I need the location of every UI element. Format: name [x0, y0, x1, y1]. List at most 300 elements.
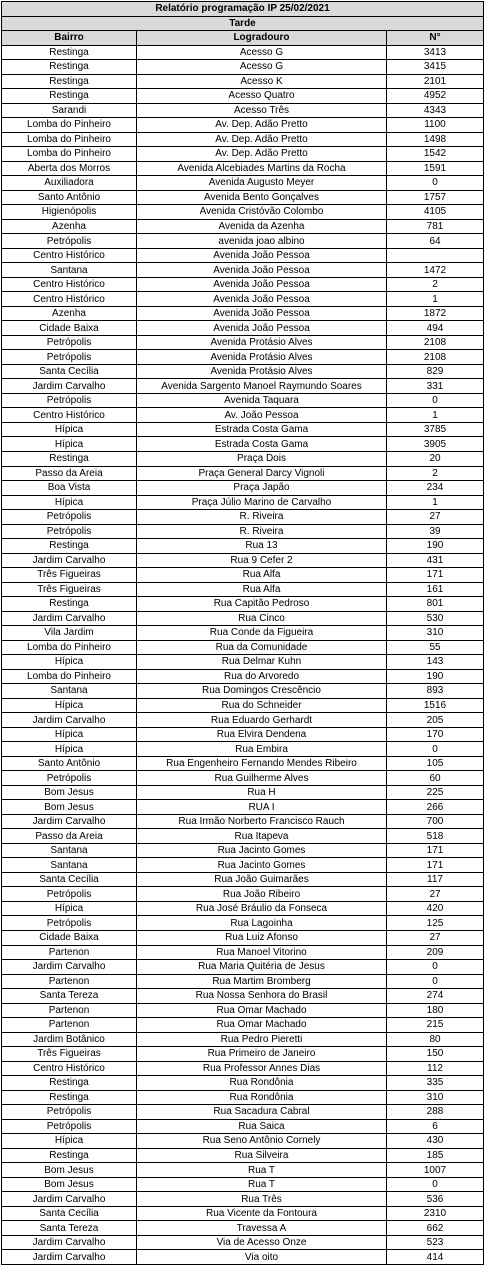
numero-cell: 60	[387, 771, 484, 786]
bairro-cell: Hípica	[2, 742, 137, 757]
numero-cell: 1542	[387, 147, 484, 162]
numero-cell: 112	[387, 1061, 484, 1076]
numero-cell: 1472	[387, 263, 484, 278]
bairro-cell: Jardim Carvalho	[2, 814, 137, 829]
numero-cell: 1498	[387, 132, 484, 147]
numero-cell: 3785	[387, 422, 484, 437]
bairro-cell: Restinga	[2, 74, 137, 89]
logradouro-cell: Acesso G	[137, 45, 387, 60]
logradouro-cell: Avenida Bento Gonçalves	[137, 190, 387, 205]
numero-cell: 6	[387, 1119, 484, 1134]
numero-cell: 4105	[387, 205, 484, 220]
logradouro-cell: Rua Sacadura Cabral	[137, 1105, 387, 1120]
table-row	[2, 205, 484, 220]
numero-cell: 893	[387, 684, 484, 699]
table-row	[2, 814, 484, 829]
numero-cell: 215	[387, 1018, 484, 1033]
numero-cell: 55	[387, 640, 484, 655]
logradouro-cell: Rua José Bráulio da Fonseca	[137, 901, 387, 916]
logradouro-cell: Rua T	[137, 1177, 387, 1192]
numero-cell: 4343	[387, 103, 484, 118]
report-table	[1, 1, 484, 1265]
numero-cell: 829	[387, 364, 484, 379]
table-row	[2, 1148, 484, 1163]
table-row	[2, 321, 484, 336]
numero-cell: 1757	[387, 190, 484, 205]
logradouro-cell: Av. Dep. Adão Pretto	[137, 147, 387, 162]
table-row	[2, 640, 484, 655]
bairro-cell: Centro Histórico	[2, 277, 137, 292]
logradouro-cell: Rua Lagoinha	[137, 916, 387, 931]
table-row	[2, 843, 484, 858]
table-row	[2, 960, 484, 975]
table-row	[2, 408, 484, 423]
bairro-cell: Lomba do Pinheiro	[2, 132, 137, 147]
numero-cell: 2101	[387, 74, 484, 89]
logradouro-cell: Rua Jacinto Gomes	[137, 843, 387, 858]
logradouro-cell: Acesso Três	[137, 103, 387, 118]
numero-cell: 335	[387, 1076, 484, 1091]
logradouro-cell: Estrada Costa Gama	[137, 422, 387, 437]
logradouro-cell: Rua Nossa Senhora do Brasil	[137, 989, 387, 1004]
bairro-cell: Restinga	[2, 451, 137, 466]
logradouro-cell: Rua Alfa	[137, 568, 387, 583]
bairro-cell: Jardim Botânico	[2, 1032, 137, 1047]
bairro-cell: Restinga	[2, 45, 137, 60]
column-header-row	[2, 31, 484, 46]
bairro-cell: Petrópolis	[2, 524, 137, 539]
table-row	[2, 1134, 484, 1149]
logradouro-cell: Av. Dep. Adão Pretto	[137, 118, 387, 133]
logradouro-cell: Avenida Alcebiades Martins da Rocha	[137, 161, 387, 176]
table-row	[2, 350, 484, 365]
table-row	[2, 800, 484, 815]
bairro-cell: Vila Jardim	[2, 626, 137, 641]
bairro-cell: Hípica	[2, 1134, 137, 1149]
bairro-cell: Restinga	[2, 597, 137, 612]
bairro-cell: Restinga	[2, 1148, 137, 1163]
bairro-cell: Aberta dos Morros	[2, 161, 137, 176]
logradouro-cell: Av. Dep. Adão Pretto	[137, 132, 387, 147]
logradouro-cell: Rua Professor Annes Dias	[137, 1061, 387, 1076]
logradouro-cell: Rua Elvira Dendena	[137, 727, 387, 742]
logradouro-cell: Rua Maria Quitéria de Jesus	[137, 960, 387, 975]
table-row	[2, 887, 484, 902]
bairro-cell: Jardim Carvalho	[2, 1250, 137, 1265]
bairro-cell: Partenon	[2, 945, 137, 960]
logradouro-cell: Avenida Protásio Alves	[137, 335, 387, 350]
table-row	[2, 916, 484, 931]
logradouro-cell: Avenida Cristóvão Colombo	[137, 205, 387, 220]
table-row	[2, 655, 484, 670]
numero-cell: 288	[387, 1105, 484, 1120]
table-row	[2, 872, 484, 887]
logradouro-cell: Rua Pedro Pieretti	[137, 1032, 387, 1047]
bairro-cell: Petrópolis	[2, 1119, 137, 1134]
table-row	[2, 945, 484, 960]
bairro-cell: Centro Histórico	[2, 408, 137, 423]
numero-cell: 143	[387, 655, 484, 670]
table-row	[2, 742, 484, 757]
bairro-cell: Petrópolis	[2, 393, 137, 408]
logradouro-cell: Rua Seno Antônio Cornely	[137, 1134, 387, 1149]
logradouro-cell: Rua Jacinto Gomes	[137, 858, 387, 873]
numero-cell: 1872	[387, 306, 484, 321]
numero-cell: 331	[387, 379, 484, 394]
numero-cell: 0	[387, 974, 484, 989]
logradouro-cell: Avenida João Pessoa	[137, 292, 387, 307]
numero-cell: 171	[387, 568, 484, 583]
numero-cell: 0	[387, 393, 484, 408]
numero-cell: 3415	[387, 60, 484, 75]
numero-cell: 1	[387, 292, 484, 307]
bairro-cell: Restinga	[2, 60, 137, 75]
numero-cell: 1100	[387, 118, 484, 133]
numero-cell: 2108	[387, 350, 484, 365]
logradouro-cell: Rua do Arvoredo	[137, 669, 387, 684]
table-row	[2, 829, 484, 844]
logradouro-cell: Via oito	[137, 1250, 387, 1265]
table-row	[2, 713, 484, 728]
header-numero: N°	[387, 31, 484, 46]
numero-cell: 234	[387, 481, 484, 496]
bairro-cell: Bom Jesus	[2, 1163, 137, 1178]
table-row	[2, 1206, 484, 1221]
table-row	[2, 727, 484, 742]
numero-cell: 190	[387, 669, 484, 684]
bairro-cell: Jardim Carvalho	[2, 379, 137, 394]
logradouro-cell: Rua Rondônia	[137, 1090, 387, 1105]
numero-cell: 431	[387, 553, 484, 568]
bairro-cell: Santa Cecília	[2, 1206, 137, 1221]
table-row	[2, 698, 484, 713]
table-row	[2, 335, 484, 350]
table-row	[2, 176, 484, 191]
logradouro-cell: Via de Acesso Onze	[137, 1235, 387, 1250]
table-row	[2, 597, 484, 612]
numero-cell: 420	[387, 901, 484, 916]
numero-cell: 0	[387, 960, 484, 975]
bairro-cell: Partenon	[2, 1003, 137, 1018]
numero-cell: 518	[387, 829, 484, 844]
numero-cell: 0	[387, 742, 484, 757]
numero-cell: 0	[387, 176, 484, 191]
header-bairro: Bairro	[2, 31, 137, 46]
bairro-cell: Santana	[2, 858, 137, 873]
numero-cell: 180	[387, 1003, 484, 1018]
numero-cell: 430	[387, 1134, 484, 1149]
table-row	[2, 1192, 484, 1207]
numero-cell: 205	[387, 713, 484, 728]
numero-cell: 161	[387, 582, 484, 597]
table-row	[2, 1221, 484, 1236]
bairro-cell: Passo da Areia	[2, 829, 137, 844]
numero-cell: 39	[387, 524, 484, 539]
table-row	[2, 1003, 484, 1018]
numero-cell: 171	[387, 843, 484, 858]
bairro-cell: Jardim Carvalho	[2, 960, 137, 975]
numero-cell: 536	[387, 1192, 484, 1207]
numero-cell: 125	[387, 916, 484, 931]
bairro-cell: Hípica	[2, 698, 137, 713]
bairro-cell: Três Figueiras	[2, 568, 137, 583]
table-row	[2, 379, 484, 394]
table-row	[2, 1018, 484, 1033]
numero-cell: 781	[387, 219, 484, 234]
logradouro-cell: Rua Embira	[137, 742, 387, 757]
logradouro-cell: Rua Engenheiro Fernando Mendes Ribeiro	[137, 756, 387, 771]
numero-cell: 80	[387, 1032, 484, 1047]
bairro-cell: Santa Cecília	[2, 872, 137, 887]
logradouro-cell: R. Riveira	[137, 510, 387, 525]
bairro-cell: Lomba do Pinheiro	[2, 640, 137, 655]
numero-cell: 3905	[387, 437, 484, 452]
bairro-cell: Bom Jesus	[2, 800, 137, 815]
numero-cell: 2310	[387, 1206, 484, 1221]
bairro-cell: Bom Jesus	[2, 1177, 137, 1192]
table-row	[2, 989, 484, 1004]
logradouro-cell: Avenida João Pessoa	[137, 248, 387, 263]
table-row	[2, 785, 484, 800]
numero-cell: 105	[387, 756, 484, 771]
bairro-cell: Restinga	[2, 1076, 137, 1091]
table-row	[2, 437, 484, 452]
logradouro-cell: Estrada Costa Gama	[137, 437, 387, 452]
bairro-cell: Restinga	[2, 1090, 137, 1105]
logradouro-cell: Rua Capitão Pedroso	[137, 597, 387, 612]
table-row	[2, 481, 484, 496]
logradouro-cell: Avenida João Pessoa	[137, 321, 387, 336]
logradouro-cell: Avenida Sargento Manoel Raymundo Soares	[137, 379, 387, 394]
numero-cell: 530	[387, 611, 484, 626]
table-row	[2, 1047, 484, 1062]
bairro-cell: Bom Jesus	[2, 785, 137, 800]
bairro-cell: Azenha	[2, 306, 137, 321]
logradouro-cell: Acesso G	[137, 60, 387, 75]
table-row	[2, 364, 484, 379]
table-row	[2, 234, 484, 249]
table-row	[2, 147, 484, 162]
numero-cell: 2108	[387, 335, 484, 350]
numero-cell: 523	[387, 1235, 484, 1250]
bairro-cell: Centro Histórico	[2, 1061, 137, 1076]
table-row	[2, 1090, 484, 1105]
numero-cell: 310	[387, 626, 484, 641]
logradouro-cell: Rua Omar Machado	[137, 1018, 387, 1033]
bairro-cell: Partenon	[2, 974, 137, 989]
bairro-cell: Centro Histórico	[2, 292, 137, 307]
table-row	[2, 669, 484, 684]
bairro-cell: Hípica	[2, 901, 137, 916]
logradouro-cell: R. Riveira	[137, 524, 387, 539]
bairro-cell: Higienópolis	[2, 205, 137, 220]
bairro-cell: Petrópolis	[2, 1105, 137, 1120]
table-row	[2, 1119, 484, 1134]
bairro-cell: Santo Antônio	[2, 756, 137, 771]
table-row	[2, 1177, 484, 1192]
table-row	[2, 161, 484, 176]
numero-cell: 700	[387, 814, 484, 829]
logradouro-cell: Av. João Pessoa	[137, 408, 387, 423]
numero-cell: 274	[387, 989, 484, 1004]
logradouro-cell: Praça General Darcy Vignoli	[137, 466, 387, 481]
bairro-cell: Santana	[2, 843, 137, 858]
bairro-cell: Jardim Carvalho	[2, 1192, 137, 1207]
table-row	[2, 132, 484, 147]
bairro-cell: Jardim Carvalho	[2, 611, 137, 626]
bairro-cell: Hípica	[2, 655, 137, 670]
table-row	[2, 611, 484, 626]
numero-cell: 4952	[387, 89, 484, 104]
numero-cell: 117	[387, 872, 484, 887]
logradouro-cell: Rua Silveira	[137, 1148, 387, 1163]
logradouro-cell: Rua do Schneider	[137, 698, 387, 713]
numero-cell: 2	[387, 277, 484, 292]
numero-cell: 170	[387, 727, 484, 742]
logradouro-cell: Rua Primeiro de Janeiro	[137, 1047, 387, 1062]
bairro-cell: Azenha	[2, 219, 137, 234]
logradouro-cell: Rua Vicente da Fontoura	[137, 1206, 387, 1221]
bairro-cell: Petrópolis	[2, 335, 137, 350]
table-row	[2, 277, 484, 292]
logradouro-cell: Rua Irmão Norberto Francisco Rauch	[137, 814, 387, 829]
bairro-cell: Petrópolis	[2, 887, 137, 902]
bairro-cell: Boa Vista	[2, 481, 137, 496]
logradouro-cell: Rua Itapeva	[137, 829, 387, 844]
numero-cell: 171	[387, 858, 484, 873]
bairro-cell: Lomba do Pinheiro	[2, 118, 137, 133]
logradouro-cell: Avenida Augusto Meyer	[137, 176, 387, 191]
bairro-cell: Petrópolis	[2, 771, 137, 786]
table-row	[2, 103, 484, 118]
bairro-cell: Restinga	[2, 539, 137, 554]
logradouro-cell: Rua Cinco	[137, 611, 387, 626]
bairro-cell: Centro Histórico	[2, 248, 137, 263]
bairro-cell: Lomba do Pinheiro	[2, 669, 137, 684]
title-row	[2, 2, 484, 17]
logradouro-cell: Avenida João Pessoa	[137, 263, 387, 278]
logradouro-cell: Praça Dois	[137, 451, 387, 466]
bairro-cell: Hípica	[2, 422, 137, 437]
numero-cell: 64	[387, 234, 484, 249]
bairro-cell: Santana	[2, 684, 137, 699]
bairro-cell: Jardim Carvalho	[2, 713, 137, 728]
logradouro-cell: Rua João Guimarães	[137, 872, 387, 887]
bairro-cell: Petrópolis	[2, 916, 137, 931]
bairro-cell: Petrópolis	[2, 510, 137, 525]
table-row	[2, 771, 484, 786]
table-row	[2, 495, 484, 510]
table-row	[2, 1235, 484, 1250]
numero-cell: 20	[387, 451, 484, 466]
numero-cell: 27	[387, 931, 484, 946]
logradouro-cell: Rua T	[137, 1163, 387, 1178]
table-row	[2, 45, 484, 60]
table-row	[2, 190, 484, 205]
logradouro-cell: Rua Domingos Crescêncio	[137, 684, 387, 699]
table-row	[2, 306, 484, 321]
bairro-cell: Sarandi	[2, 103, 137, 118]
bairro-cell: Hípica	[2, 437, 137, 452]
numero-cell: 1591	[387, 161, 484, 176]
bairro-cell: Santana	[2, 263, 137, 278]
numero-cell: 310	[387, 1090, 484, 1105]
logradouro-cell: Rua Rondônia	[137, 1076, 387, 1091]
logradouro-cell: Rua Omar Machado	[137, 1003, 387, 1018]
bairro-cell: Petrópolis	[2, 350, 137, 365]
numero-cell: 209	[387, 945, 484, 960]
bairro-cell: Passo da Areia	[2, 466, 137, 481]
bairro-cell: Hípica	[2, 727, 137, 742]
logradouro-cell: RUA I	[137, 800, 387, 815]
table-row	[2, 292, 484, 307]
table-row	[2, 582, 484, 597]
logradouro-cell: Rua 9 Cefer 2	[137, 553, 387, 568]
table-row	[2, 626, 484, 641]
numero-cell: 225	[387, 785, 484, 800]
table-row	[2, 422, 484, 437]
logradouro-cell: Avenida João Pessoa	[137, 277, 387, 292]
bairro-cell: Cidade Baixa	[2, 931, 137, 946]
table-row	[2, 931, 484, 946]
table-row	[2, 89, 484, 104]
bairro-cell: Petrópolis	[2, 234, 137, 249]
table-row	[2, 74, 484, 89]
subtitle-row	[2, 16, 484, 31]
bairro-cell: Três Figueiras	[2, 582, 137, 597]
bairro-cell: Santa Cecília	[2, 364, 137, 379]
bairro-cell: Auxiliadora	[2, 176, 137, 191]
logradouro-cell: Avenida João Pessoa	[137, 306, 387, 321]
logradouro-cell: Rua H	[137, 785, 387, 800]
bairro-cell: Partenon	[2, 1018, 137, 1033]
logradouro-cell: Praça Japão	[137, 481, 387, 496]
logradouro-cell: Avenida Protásio Alves	[137, 364, 387, 379]
table-row	[2, 393, 484, 408]
table-row	[2, 524, 484, 539]
table-row	[2, 1163, 484, 1178]
numero-cell: 27	[387, 887, 484, 902]
table-row	[2, 219, 484, 234]
numero-cell: 1516	[387, 698, 484, 713]
numero-cell: 414	[387, 1250, 484, 1265]
bairro-cell: Santa Tereza	[2, 1221, 137, 1236]
numero-cell: 801	[387, 597, 484, 612]
logradouro-cell: Rua Delmar Kuhn	[137, 655, 387, 670]
logradouro-cell: Rua Conde da Figueira	[137, 626, 387, 641]
bairro-cell: Cidade Baixa	[2, 321, 137, 336]
table-row	[2, 1076, 484, 1091]
numero-cell: 2	[387, 466, 484, 481]
table-row	[2, 568, 484, 583]
table-row	[2, 901, 484, 916]
numero-cell: 1007	[387, 1163, 484, 1178]
bairro-cell: Restinga	[2, 89, 137, 104]
table-row	[2, 684, 484, 699]
logradouro-cell: Rua da Comunidade	[137, 640, 387, 655]
table-row	[2, 1250, 484, 1265]
numero-cell: 494	[387, 321, 484, 336]
logradouro-cell: Rua Martim Bromberg	[137, 974, 387, 989]
table-row	[2, 510, 484, 525]
table-row	[2, 539, 484, 554]
table-row	[2, 1061, 484, 1076]
logradouro-cell: Rua Saica	[137, 1119, 387, 1134]
bairro-cell: Três Figueiras	[2, 1047, 137, 1062]
table-row	[2, 553, 484, 568]
table-row	[2, 858, 484, 873]
report-title: Relatório programação IP 25/02/2021	[2, 2, 484, 17]
